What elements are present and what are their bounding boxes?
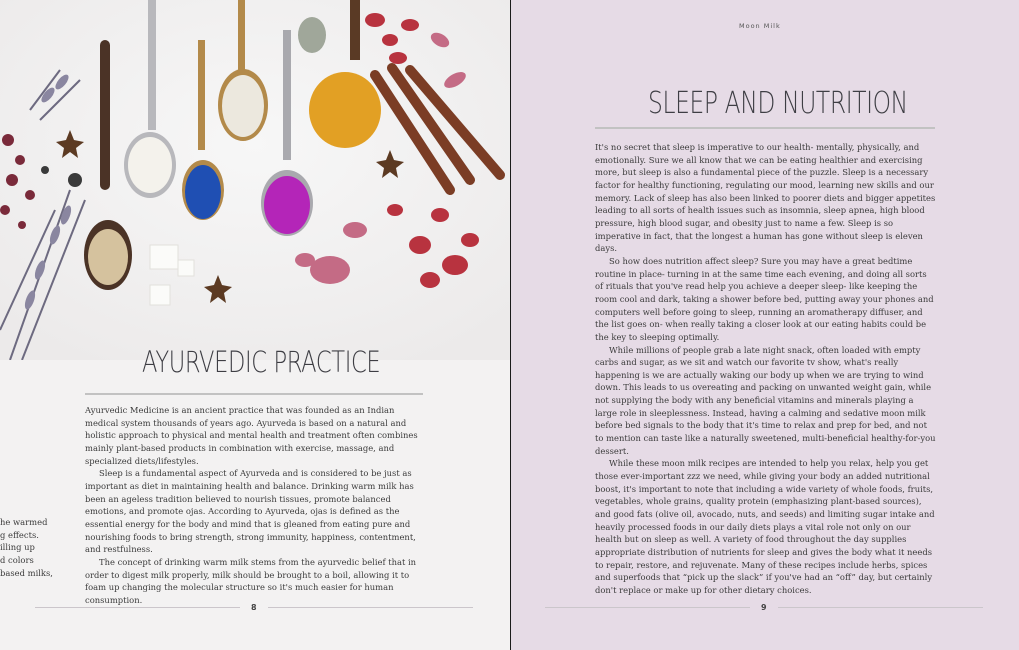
page-title: SLEEP AND NUTRITION (648, 86, 908, 121)
paragraph: While these moon milk recipes are intended to help you relax, help you get those ever-important zzz we need, while giving your body an added nutritional boost, it's important to note that including a wide variety of whole foods, fruits, vegetables, whole grains, quality protein (emphasizing plant-based sources), and good fats (olive oil, avocado, nuts, and seeds) and limiting sugar intake and heavily processed foods in our daily diets plays a vital role not only on our health but on sleep as well. A variety of food throughout the day supplies appropriate distribution of nutrients for sleep and gives the body what it needs to repair, restore, and rejuvenate. Many of these recipes include herbs, spices and superfoods that “pick up the slack” if you've had an “off” day, but certainly don't replace or make up for other dietary choices. (595, 458, 935, 595)
footer-rule (545, 607, 750, 608)
title-rule (85, 393, 423, 395)
overflow-text (0, 516, 60, 579)
footer-rule (778, 607, 983, 608)
paragraph: It's no secret that sleep is imperative to our health- mentally, physically, and emotionally. Sure we all know that we can be eating healthier and exercising more, but sleep is also a fundamental piece of the puzzle. Sleep is a necessary factor for healthy functioning, regulating our mood, learning new skills and our memory. Lack of sleep has also been linked to poorer diets and bigger appetites leading to all sorts of health issues such as insomnia, sleep apnea, high blood pressure, high blood sugar, and obesity just to name a few. Sleep is so imperative in fact, that the longest a human has gone without sleep is eleven days. (595, 142, 936, 254)
body-text (85, 404, 423, 607)
right-page (511, 0, 1019, 650)
paragraph: The concept of drinking warm milk stems from the ayurvedic belief that in order to digest milk properly, milk should be brought to a boil, allowing it to foam up changing the molecular structure so it's much easier for human consumption. (85, 556, 417, 605)
text-fragment: illing up (0, 542, 35, 553)
paragraph: Ayurvedic Medicine is an ancient practice that was founded as an Indian medical system thousands of years ago. Ayurveda is based on a natural and holistic approach to physical and mental health and treatment often combines mainly plant-based products in combination with exercise, massage, and specialized diets/lifestyles. (85, 405, 418, 466)
text-fragment: he warmed (0, 517, 48, 527)
footer-rule (35, 607, 240, 608)
footer-rule (268, 607, 473, 608)
text-fragment: based milks, (0, 567, 53, 578)
paragraph: Sleep is a fundamental aspect of Ayurveda and is considered to be just as important as diet in maintaining health and balance. Drinking warm milk has been an ageless tradition believed to nourish tissues, promote balanced emotions, and promote ojas. According to Ayurveda, ojas is defined as the essential energy for the body and mind that is gleaned from eating pure and nourishing foods to bring strength, strong immunity, happiness, contentment, and restfulness. (85, 468, 416, 555)
title-rule (595, 127, 935, 129)
page-title: AYURVEDIC PRACTICE (142, 345, 381, 379)
running-head: Moon Milk (739, 22, 781, 30)
paragraph: While millions of people grab a late night snack, often loaded with empty carbs and sugar, as we sit and watch our favorite tv show, what's really happening is we are actually waking our body up when we are trying to wind down. This leads to us overeating and packing on unwanted weight gain, while not supplying the body with any beneficial vitamins and minerals playing a large role in sleeplessness. Instead, having a calming and sedative moon milk before bed signals to the body that it's time to relax and prep for bed, and not to mention can taste like a naturally sweetened, multi-beneficial healthy-for-you dessert. (595, 344, 936, 456)
text-fragment: d colors (0, 554, 34, 565)
body-text (595, 141, 937, 597)
spices-photo (0, 0, 510, 360)
paragraph: So how does nutrition affect sleep? Sure you may have a great bedtime routine in place- turning in at the same time each evening, and doing all sorts of rituals that you've read help you achieve a deeper sleep- like keeping the room cool and dark, taking a shower before bed, putting away your phones and computers well before going to sleep, running an aromatherapy diffuser, and the list goes on- when really taking a closer look at our eating habits could be the key to sleeping optimally. (595, 255, 934, 342)
page-number: 8 (251, 603, 257, 612)
text-fragment: g effects. (0, 529, 39, 540)
page-number: 9 (761, 603, 767, 612)
